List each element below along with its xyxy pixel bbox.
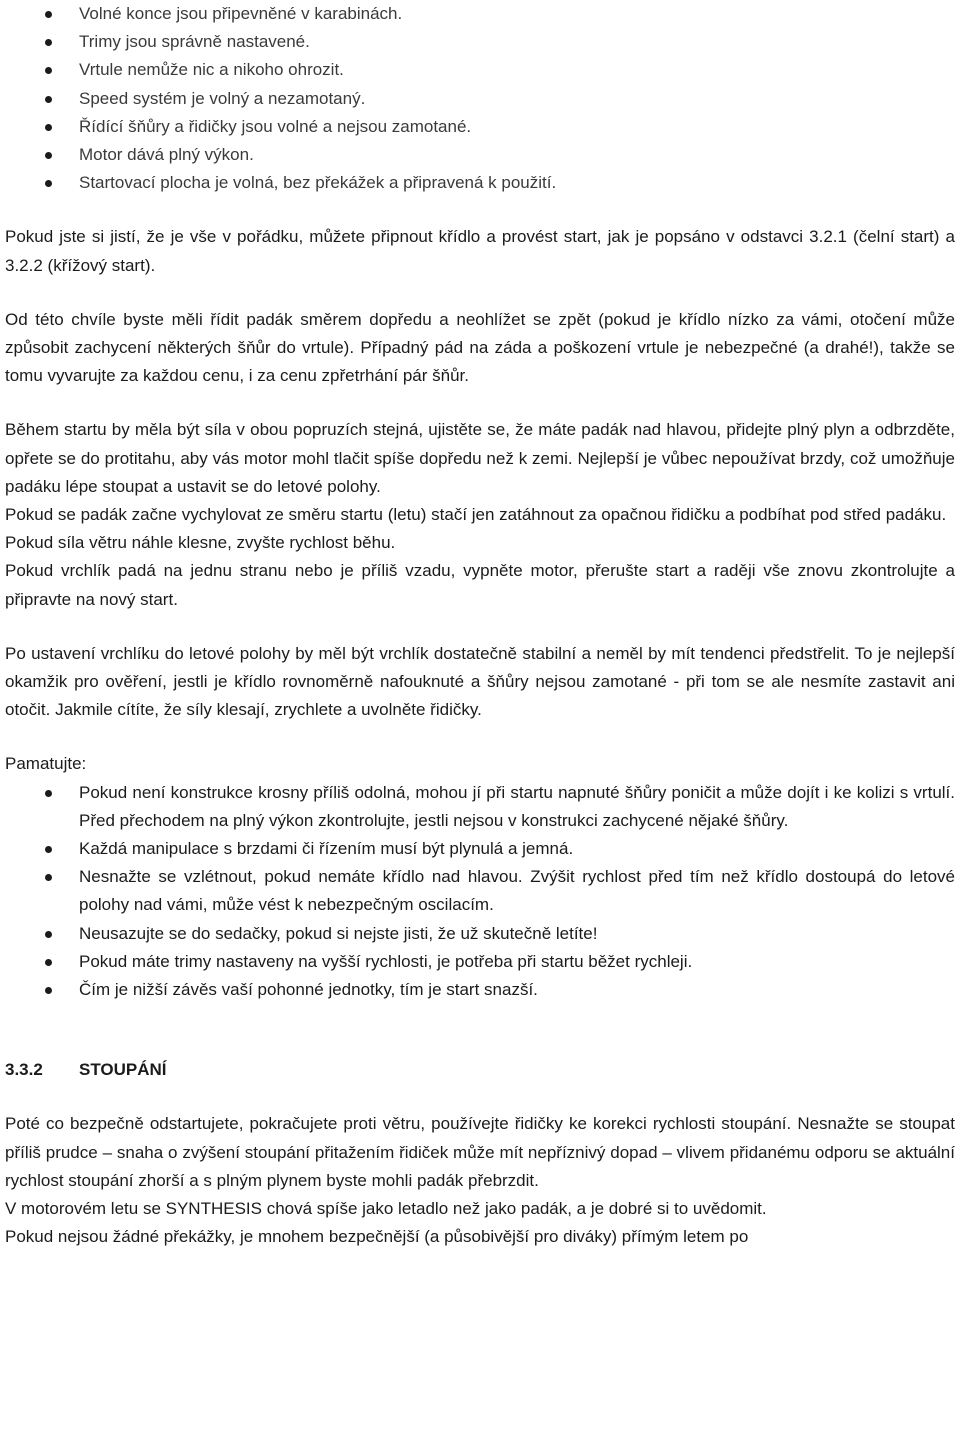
list-item: Čím je nižší závěs vaší pohonné jednotky, tím je start snazší. xyxy=(5,976,955,1004)
bullet-icon xyxy=(45,39,52,46)
list-item: Volné konce jsou připevněné v karabinách. xyxy=(5,0,955,28)
list-item: Startovací plocha je volná, bez překážek a připravená k použití. xyxy=(5,169,955,197)
bullet-icon xyxy=(45,846,52,853)
paragraph: Pokud vrchlík padá na jednu stranu nebo je příliš vzadu, vypněte motor, přerušte start a raději vše znovu zkontrolujte a připravte na nový start. xyxy=(5,561,955,609)
bullet-icon xyxy=(45,96,52,103)
paragraph: Poté co bezpečně odstartujete, pokračujete proti větru, používejte řidičky ke korekci rychlosti stoupání. Nesnažte se stoupat příliš prudce – snaha o zvýšení stoupání přitažením řidiček může mít nepříznivý dopad – vlivem přidanému odporu se aktuální rychlost stoupání zhorší a s plným plynem byste mohli padák přebrzdit. xyxy=(5,1114,955,1190)
bullet-icon xyxy=(45,931,52,938)
paragraph: Po ustavení vrchlíku do letové polohy by měl být vrchlík dostatečně stabilní a neměl by mít tendenci předstřelit. To je nejlepší okamžik pro ověření, jestli je křídlo rovnoměrně nafouknuté a šňůry nejsou zamotané - při tom se ale nesmíte zastavit ani otočit. Jakmile cítíte, že síly klesají, zrychlete a uvolněte řidičky. xyxy=(5,643,955,720)
paragraph: Od této chvíle byste měli řídit padák směrem dopředu a neohlížet se zpět (pokud je křídlo nízko za vámi, otočení může způsobit zachycení některých šňůr do vrtule). Případný pád na záda a poškození vrtule je nebezpečné (a drahé!), takže se tomu vyvarujte za každou cenu, i za cenu zpřetrhání pár šňůr. xyxy=(5,309,955,386)
section-number: 3.3.2 xyxy=(5,1060,43,1080)
bullet-icon xyxy=(45,124,52,131)
list-item: Nesnažte se vzlétnout, pokud nemáte křídlo nad hlavou. Zvýšit rychlost před tím než křídlo dostoupá do letové polohy nad vámi, může vést k nebezpečným oscilacím. xyxy=(5,863,955,919)
list-item: Každá manipulace s brzdami či řízením musí být plynulá a jemná. xyxy=(5,835,955,863)
paragraph: V motorovém letu se SYNTHESIS chová spíše jako letadlo než jako padák, a je dobré si to uvědomit. xyxy=(5,1198,767,1218)
bullet-icon xyxy=(45,987,52,994)
bullet-icon xyxy=(45,67,52,74)
list-item: Vrtule nemůže nic a nikoho ohrozit. xyxy=(5,56,955,84)
paragraph: Pokud nejsou žádné překážky, je mnohem bezpečnější (a působivější pro diváky) přímým letem po xyxy=(5,1227,749,1247)
bullet-icon xyxy=(45,874,52,881)
list-item: Řídící šňůry a řidičky jsou volné a nejsou zamotané. xyxy=(5,113,955,141)
bullet-icon xyxy=(45,152,52,159)
paragraph: Pokud jste si jistí, že je vše v pořádku, můžete připnout křídlo a provést start, jak je popsáno v odstavci 3.2.1 (čelní start) a 3.2.2 (křížový start). xyxy=(5,227,955,275)
paragraph: Pokud se padák začne vychylovat ze směru startu (letu) stačí jen zatáhnout za opačnou řidičku a podbíhat pod střed padáku. xyxy=(5,505,947,525)
paragraph: Pokud síla větru náhle klesne, zvyšte rychlost běhu. xyxy=(5,533,396,553)
remember-list xyxy=(5,779,955,1005)
list-item: Speed systém je volný a nezamotaný. xyxy=(5,85,955,113)
bullet-icon xyxy=(45,790,52,797)
section-title: STOUPÁNÍ xyxy=(79,1060,167,1080)
list-item: Trimy jsou správně nastavené. xyxy=(5,28,955,56)
list-item: Pokud máte trimy nastaveny na vyšší rychlosti, je potřeba při startu běžet rychleji. xyxy=(5,948,955,976)
document-page xyxy=(5,0,955,1251)
section-heading xyxy=(5,1056,955,1084)
list-item: Motor dává plný výkon. xyxy=(5,141,955,169)
bullet-icon xyxy=(45,180,52,187)
remember-label: Pamatujte: xyxy=(5,754,87,774)
paragraph: Během startu by měla být síla v obou popruzích stejná, ujistěte se, že máte padák nad hlavou, přidejte plný plyn a odbrzděte, opřete se do protitahu, aby vás motor mohl tlačit spíše dopředu než k zemi. Nejlepší je vůbec nepoužívat brzdy, což umožňuje padáku lépe stoupat a ustavit se do letové polohy. xyxy=(5,420,955,496)
list-item: Pokud není konstrukce krosny příliš odolná, mohou jí při startu napnuté šňůry poničit a může dojít i ke kolizi s vrtulí. Před přechodem na plný výkon zkontrolujte, jestli nejsou v konstrukci zachycené nějaké šňůry. xyxy=(5,779,955,835)
checklist xyxy=(5,0,955,197)
bullet-icon xyxy=(45,11,52,18)
list-item: Neusazujte se do sedačky, pokud si nejste jisti, že už skutečně letíte! xyxy=(5,920,955,948)
bullet-icon xyxy=(45,959,52,966)
